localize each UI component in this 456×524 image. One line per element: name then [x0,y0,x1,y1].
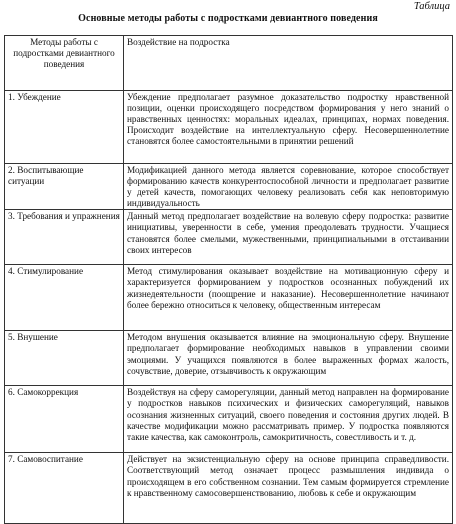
method-cell: 5. Внушение [5,331,124,386]
header-methods: Методы работы с подростками девиантного поведения [5,36,124,91]
table-label: Таблица [413,1,450,12]
header-effect: Воздействие на подростка [124,36,453,91]
table-row [5,265,453,331]
effect-cell: Модификацией данного метода является соревнование, которое способствует формированию качеств конкурентоспособной личности и предполагает развитие у детей качеств, помогающих человеку реализовать себя как неповторимую индивидуальность [124,164,453,210]
methods-table [4,35,453,524]
table-row [5,453,453,524]
effect-cell: Действует на экзистенциальную сферу на основе принципа справедливости. Соответствующий метод означает процесс размышления индивида о происходящем в его собственном сознании. Тем самым формируется стремление к нравственному самосовершенствованию, любовь к себе и окружающим [124,453,453,524]
effect-cell: Убеждение предполагает разумное доказательство подростку нравственной позиции, оценки происходящего посредством формирования у него знаний о нравственных ценностях: моральных идеалах, принципах, нормах поведения. Происходит воздействие на интеллектуальную сферу. Несовершеннолетние становятся более самостоятельными в принятии решений [124,91,453,164]
method-cell: 6. Самокоррекция [5,386,124,453]
effect-cell: Метод стимулирования оказывает воздействие на мотивационную сферу и характеризуется формированием у подростков осознанных побуждений их жизнедеятельности (поощрение и наказание). Несовершеннолетние начинают более бережно относиться к человеку, общественным интересам [124,265,453,331]
table-row [5,331,453,386]
header-row [5,36,453,91]
table-row [5,91,453,164]
method-cell: 4. Стимулирование [5,265,124,331]
effect-cell: Методом внушения оказывается влияние на эмоциональную сферу. Внушение предполагает формирование необходимых навыков в управлении своими эмоциями. У учащихся появляются в более выраженных формах жалость, сочувствие, доверие, отзывчивость к окружающим [124,331,453,386]
table-row [5,164,453,210]
method-cell: 7. Самовоспитание [5,453,124,524]
table-title: Основные методы работы с подростками девиантного поведения [78,13,378,24]
effect-cell: Данный метод предполагает воздействие на волевую сферу подростка: развитие инициативы, уверенности в себе, умения преодолевать трудности. Учащиеся становятся более смелыми, мужественными, принципиальными в отстаивании своих интересов [124,210,453,265]
method-cell: 2. Воспитывающие ситуации [5,164,124,210]
effect-cell: Воздействуя на сферу саморегуляции, данный метод направлен на формирование у подростков навыков психических и физических саморегуляций, навыков осознания жизненных ситуаций, своего поведения и состояния других людей. В качестве модификации можно рассматривать пример. У подростка появляются такие качества, как самоконтроль, самокритичность, совестливость и т. д. [124,386,453,453]
method-cell: 1. Убеждение [5,91,124,164]
table-row [5,210,453,265]
method-cell: 3. Требования и упражнения [5,210,124,265]
table-row [5,386,453,453]
